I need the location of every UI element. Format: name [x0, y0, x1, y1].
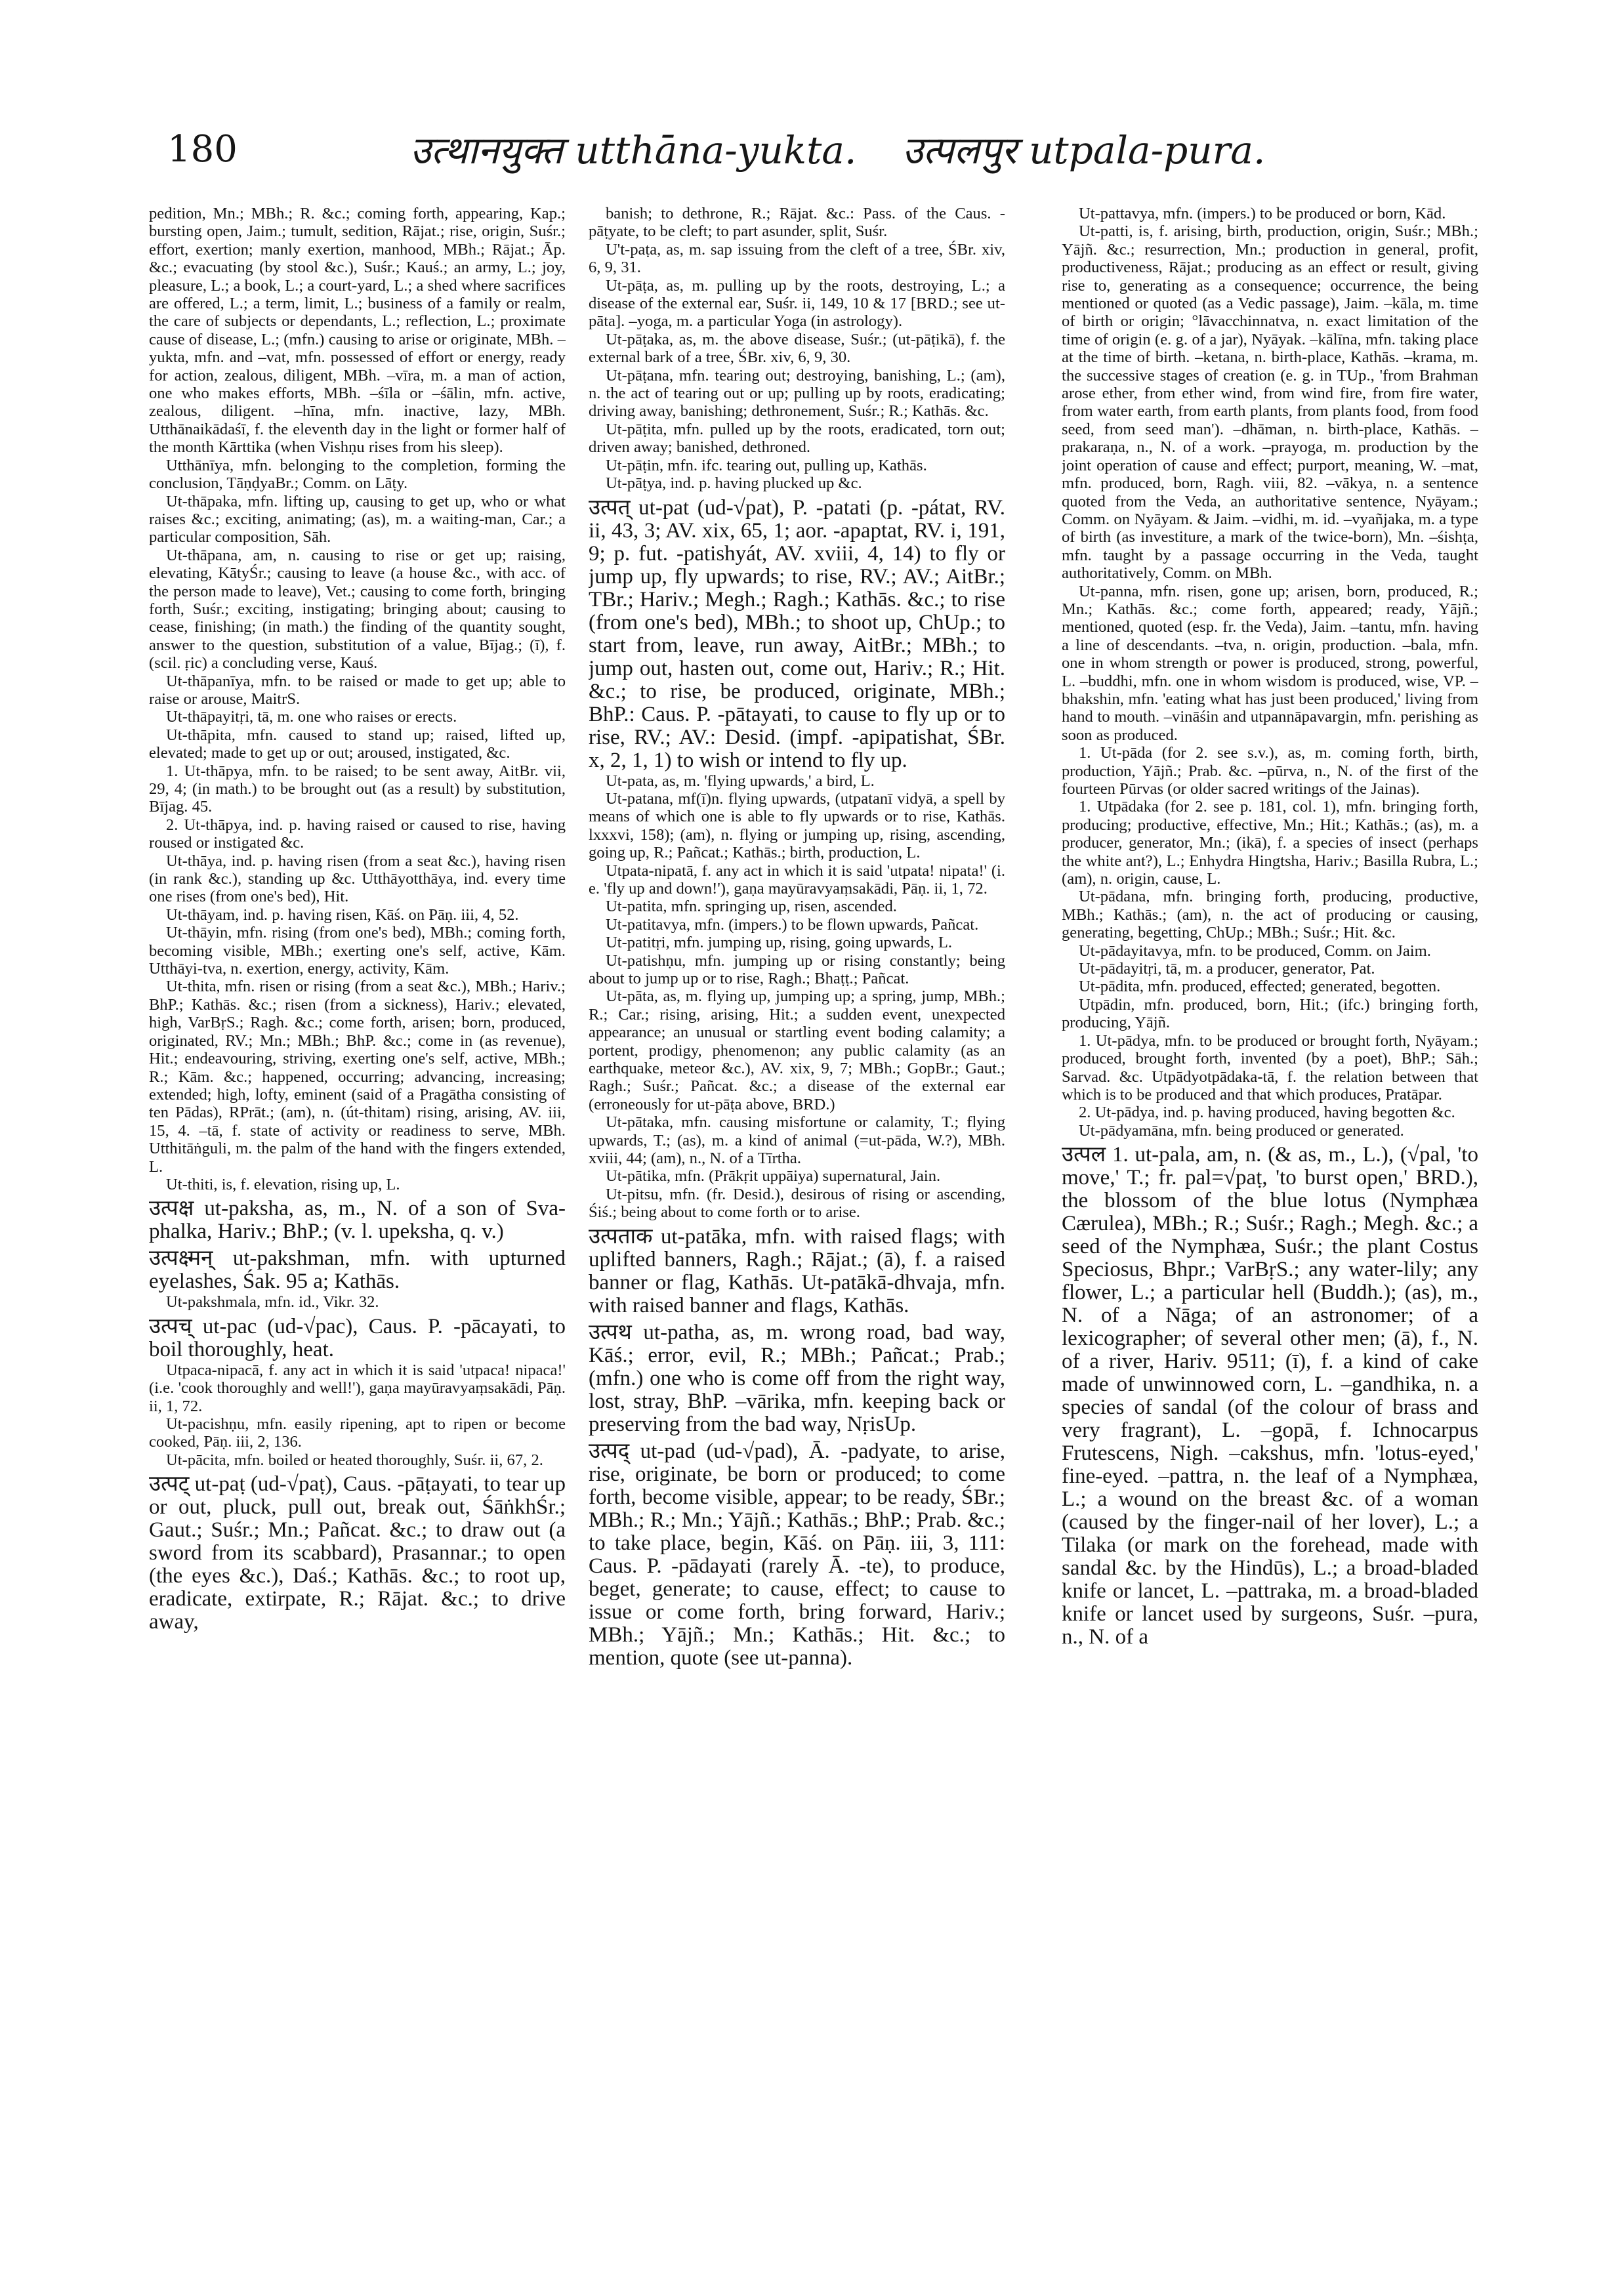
left-running-head: उत्थानयुक्त utthāna-yukta.: [410, 128, 857, 173]
dictionary-entry: Ut-pattavya, mfn. (impers.) to be produced or born, Kād.: [1079, 205, 1446, 222]
dictionary-entry: उत्पक्ष्मन् ut-pakshman, mfn. with upturned eyelashes, Śak. 95 a; Kathās.: [149, 1247, 566, 1294]
dictionary-entry: Ut-patana, mf(ī)n. flying upwards, (utpatanī vidyā, a spell by means of which one is able to fly upwards or to rise, Kathās. lxxxvi, 158); (am), n. flying or jumping up, rising, ascending, going up, R.; Pañcat.; Kathās.; birth, production, L.: [589, 789, 1005, 862]
dictionary-entry: Ut-pācita, mfn. boiled or heated thoroughly, Suśr. ii, 67, 2.: [166, 1451, 543, 1469]
dictionary-entry: Ut-pāṭaka, as, m. the above disease, Suśr.; (ut-pāṭikā), f. the external bark of a tree, ŚBr. xiv, 6, 9, 30.: [589, 330, 1005, 367]
dictionary-entry: उत्पताक ut-patāka, mfn. with raised flags; with uplifted banners, Ragh.; Rājat.; (ā), f. a raised banner or flag, Kathās. Ut-patākā-dhvaja, mfn. with raised banner and flags, Kathās.: [589, 1224, 1005, 1317]
dictionary-entry: Ut-thāpana, am, n. causing to rise or get up; raising, elevating, KātyŚr.; causing to leave (a house &c., with acc. of the person made to leave), Vet.; causing to come forth, bringing forth, Suśr.; exciting, instigating; bringing about; causing to cease, finishing; (in math.) the finding of the quantity sought, answer to the question, substitution of a value, Bījag.; (ī), f. (scil. ṛic) a concluding verse, Kauś.: [149, 546, 566, 672]
dictionary-entry: pedition, Mn.; MBh.; R. &c.; coming forth, appearing, Kap.; bursting open, Jaim.; tumult, sedition, Rājat.; rise, origin, Suśr.; effort, exertion; manly exertion, manhood, MBh.; Rājat.; Āp. &c.; evacuating (by stool &c.), Suśr.; Kauś.; an army, L.; joy, pleasure, L.; a book, L.; a court-yard, L.; a shed where sacrifices are offered, L.; a term, limit, L.; business of a family or realm, the care of subjects or dependants, L.; reflection, L.; proximate cause of disease, L.; (mfn.) causing to arise or originate, MBh. –yukta, mfn. and –vat, mfn. possessed of effort or energy, ready for action, zealous, diligent, MBh. –vīra, m. a man of action, one who makes efforts, MBh. –śīla or –śālin, mfn. active, zealous, diligent. –hīna, mfn. inactive, lazy, MBh. Utthānaikādaśī, f. the eleventh day in the light or former half of the month Kārttika (when Vishṇu rises from his sleep).: [149, 205, 566, 457]
dictionary-entry: Ut-thāya, ind. p. having risen (from a seat &c.), having risen (in rank &c.), standing up &c. Utthāyotthāya, ind. every time one rises (from one's bed), Hit.: [149, 852, 566, 906]
dictionary-entry: उत्पत् ut-pat (ud-√pat), P. -patati (p. -pátat, RV. ii, 43, 3; AV. xix, 65, 1; aor. -apaptat, RV. i, 191, 9; p. fut. -patishyát, AV. xviii, 4, 14) to fly or jump up, fly upwards; to rise, RV.; AV.; AitBr.; TBr.; Hariv.; Megh.; Ragh.; Kathās. &c.; to rise (from one's bed), MBh.; to shoot up, ChUp.; to start from, leave, run away, AitBr.; MBh.; to jump out, hasten out, come out, Hariv.; R.; Hit. &c.; to rise, be produced, originate, MBh.; BhP.: Caus. P. -pātayati, to cause to fly up or to rise, RV.; AV.: Desid. (impf. -apipatishat, ŚBr. x, 2, 1, 1) to wish or intend to fly up.: [589, 495, 1005, 772]
dictionary-entry: 2. Ut-pādya, ind. p. having produced, having begotten &c.: [1079, 1104, 1455, 1122]
dictionary-entry: Ut-patitavya, mfn. (impers.) to be flown upwards, Pañcat.: [606, 915, 979, 934]
dictionary-entry: U't-paṭa, as, m. sap issuing from the cleft of a tree, ŚBr. xiv, 6, 9, 31.: [589, 240, 1005, 277]
dictionary-entry: Ut-thiti, is, f. elevation, rising up, L.: [166, 1175, 400, 1193]
dictionary-entry: उत्पट् ut-paṭ (ud-√paṭ), Caus. -pāṭayati, to tear up or out, pluck, pull out, break out, ŚāṅkhŚr.; Gaut.; Suśr.; Mn.; Pañcat. &c.; to draw out (a sword from its scabbard), Prasannar.; to open (the eyes &c.), Daś.; Kathās. &c.; to root up, eradicate, extirpate, R.; Rājat. &c.; to drive away,: [149, 1472, 566, 1634]
dictionary-entry: Ut-pādana, mfn. bringing forth, producing, productive, MBh.; Kathās.; (am), n. the act of producing or causing, generating, begetting, ChUp.; MBh.; Suśr.; Hit. &c.: [1062, 888, 1478, 942]
dictionary-entry: Ut-pitsu, mfn. (fr. Desid.), desirous of rising or ascending, Śiś.; being about to come forth or to arise.: [589, 1185, 1005, 1222]
dictionary-entry: Ut-thāyam, ind. p. having risen, Kāś. on Pāṇ. iii, 4, 52.: [166, 905, 519, 924]
dictionary-entry: Ut-patti, is, f. arising, birth, production, origin, Suśr.; MBh.; Yājñ. &c.; resurrection, Mn.; production in general, profit, productiveness, Rājat.; producing as an effect or result, giving rise to, generating as a consequence; occurrence, the being mentioned or quoted (as a Vedic passage), Jaim. –kāla, m. time of birth or origin; °lāvacchinnatva, n. exact limitation of the time of origin (e. g. of a jar), Nyāyak. –kālīna, mfn. taking place at the time of birth. –ketana, n. birth-place, Kathās. –krama, m. the successive stages of creation (e. g. in TUp., 'from Brahman arose ether, from ether wind, from wind fire, from fire water, from water earth, from earth plants, from plants food, from food seed, from seed man'). –dhāman, n. birth-place, Kathās. –prakaraṇa, n., N. of a work. –prayoga, m. production by the joint operation of cause and effect; purport, meaning, W. –mat, mfn. produced, born, Ragh. viii, 82. –vākya, n. a sentence quoted from the Veda, an authoritative sentence, Nyāyam.; Comm. on Nyāyam. & Jaim. –vidhi, m. id. –vyañjaka, m. a type of birth (as investiture, a mark of the twice-born), Mn. –śishṭa, mfn. taught by a passage occurring in the Veda, taught authoritatively, Comm. on MBh.: [1062, 222, 1478, 583]
dictionary-entry: Ut-pāṭin, mfn. ifc. tearing out, pulling up, Kathās.: [606, 456, 927, 474]
dictionary-entry: Ut-patitṛi, mfn. jumping up, rising, going upwards, L.: [606, 934, 953, 952]
running-header: [167, 128, 1457, 190]
dictionary-entry: Ut-thāyin, mfn. rising (from one's bed), MBh.; coming forth, becoming visible, MBh.; exerting one's self, active, Kām. Utthāyi-tva, n. exertion, energy, activity, Kām.: [149, 924, 566, 978]
dictionary-entry: Ut-pāta, as, m. flying up, jumping up; a spring, jump, MBh.; R.; Car.; rising, arising, Hit.; a sudden event, unexpected appearance; an unusual or startling event boding calamity; a portent, prodigy, phenomenon; any public calamity (as an earthquake, meteor &c.), AV. xix, 9, 7; MBh.; GopBr.; Gaut.; Ragh.; Suśr.; Pañcat. &c.; a disease of the external ear (erroneously for ut-pāṭa above, BRD.): [589, 987, 1005, 1113]
dictionary-entry: Ut-pacishṇu, mfn. easily ripening, apt to ripen or become cooked, Pāṇ. iii, 2, 136.: [149, 1415, 566, 1451]
column-1: [149, 205, 566, 2206]
dictionary-entry: उत्पक्ष ut-paksha, as, m., N. of a son of Sva-phalka, Hariv.; BhP.; (v. l. upeksha, q. v.): [149, 1197, 566, 1244]
dictionary-entry: Ut-pakshmala, mfn. id., Vikr. 32.: [166, 1293, 379, 1312]
dictionary-entry: Ut-thāpaka, mfn. lifting up, causing to get up, who or what raises &c.; exciting, animating; (as), m. a waiting-man, Car.; a particular composition, Sāh.: [149, 492, 566, 547]
dictionary-entry: उत्पल 1. ut-pala, am, n. (& as, m., L.), (√pal, 'to move,' T.; fr. pal=√paṭ, 'to burst open,' BRD.), the blossom of the blue lotus (Nymphæa Cærulea), MBh.; R.; Suśr.; Ragh.; Megh. &c.; a seed of the Nymphæa, Suśr.; the plant Costus Speciosus, Bhpr.; VarBṛS.; any water-lily; any flower, L.; a particular hell (Buddh.); (as), m., N. of a Nāga; of an astronomer; of a lexicographer; of several other men; (ā), f., N. of a river, Hariv. 9511; (ī), f. a kind of cake made of unwinnowed corn, L. –gandhika, n. a species of sandal (of the colour of brass and very fragrant), L. –gopā, f. Ichnocarpus Frutescens, Nigh. –cakshus, mfn. 'lotus-eyed,' fine-eyed. –pattra, n. the leaf of a Nymphæa, L.; a wound on the breast &c. of a woman (caused by the finger-nail of her lover), L.; a Tilaka (or mark on the forehead, made with sandal &c. by the Hindūs), L.; a broad-bladed knife or lancet, L. –pattraka, m. a broad-bladed knife or lancet used by surgeons, Suśr. –pura, n., N. of a: [1062, 1143, 1478, 1649]
page-number: 180: [167, 128, 238, 171]
dictionary-entry: 1. Ut-pādya, mfn. to be produced or brought forth, Nyāyam.; produced, brought forth, invented (by a poet), BhP.; Sāh.; Sarvad. &c. Utpādyotpādaka-tā, f. the relation between that which is to be produced and that which produces, Pratāpar.: [1062, 1031, 1478, 1104]
dictionary-entry: Ut-pādayitavya, mfn. to be produced, Comm. on Jaim.: [1079, 941, 1431, 960]
dictionary-entry: Ut-thāpanīya, mfn. to be raised or made to get up; able to raise or arouse, MaitrS.: [149, 672, 566, 708]
dictionary-entry: Ut-pata, as, m. 'flying upwards,' a bird, L.: [606, 772, 875, 790]
dictionary-entry: Ut-panna, mfn. risen, gone up; arisen, born, produced, R.; Mn.; Kathās. &c.; come forth, appeared; ready, Yājñ.; mentioned, quoted (esp. fr. the Veda), Jaim. –tantu, mfn. having a line of descendants. –tva, n. origin, production. –bala, mfn. one in whom strength or power is produced, strong, powerful, L. –buddhi, mfn. one in whom wisdom is produced, wise, VP. –bhakshin, mfn. 'eating what has just been produced,' living from hand to mouth. –vināśin and utpannāpavargin, mfn. perishing as soon as produced.: [1062, 582, 1478, 744]
dictionary-entry: Ut-pātika, mfn. (Prākṛit uppāiya) supernatural, Jain.: [606, 1167, 941, 1186]
dictionary-entry: Ut-pātaka, mfn. causing misfortune or calamity, T.; flying upwards, T.; (as), m. a kind of animal (=ut-pāda, W.?), MBh. xviii, 44; (am), n., N. of a Tīrtha.: [589, 1113, 1005, 1168]
column-3: [1062, 205, 1478, 2206]
dictionary-entry: उत्पद् ut-pad (ud-√pad), Ā. -padyate, to arise, rise, originate, be born or produced; to come forth, become visible, appear; to be ready, ŚBr.; MBh.; R.; Mn.; Yājñ.; Kathās.; BhP.; Prab. &c.; to take place, begin, Kāś. on Pāṇ. iii, 3, 111: Caus. P. -pādayati (rarely Ā. -te), to produce, beget, generate; to cause, effect; to cause to issue or come forth, bring forward, Hariv.; MBh.; Yājñ.; Mn.; Kathās.; Hit. &c.; to mention, quote (see ut-panna).: [589, 1439, 1005, 1670]
dictionary-entry: 1. Ut-pāda (for 2. see s.v.), as, m. coming forth, birth, production, Yājñ.; Prab. &c. –pūrva, n., N. of the first of the fourteen Pūrvas (or older sacred writings of the Jainas).: [1062, 744, 1478, 798]
dictionary-entry: 1. Ut-thāpya, mfn. to be raised; to be sent away, AitBr. vii, 29, 4; (in math.) to be brought out (as a result) by substitution, Bījag. 45.: [149, 762, 566, 816]
dictionary-entry: Ut-thāpita, mfn. caused to stand up; raised, lifted up, elevated; made to get up or out; aroused, instigated, &c.: [149, 726, 566, 762]
dictionary-entry: Ut-pādayitṛi, tā, m. a producer, generator, Pat.: [1079, 960, 1375, 978]
dictionary-entry: Ut-patita, mfn. springing up, risen, ascended.: [606, 898, 897, 916]
dictionary-entry: उत्पच् ut-pac (ud-√pac), Caus. P. -pācayati, to boil thoroughly, heat.: [149, 1314, 566, 1361]
dictionary-entry: banish; to dethrone, R.; Rājat. &c.: Pass. of the Caus. -pāṭyate, to be cleft; to part asunder, split, Suśr.: [589, 205, 1005, 241]
dictionary-entry: 1. Utpādaka (for 2. see p. 181, col. 1), mfn. bringing forth, producing; productive, effective, Mn.; Hit.; Kathās.; (as), m. a producer, generator, Mn.; (ikā), f. a species of insect (perhaps the white ant?), L.; Enhydra Hingtsha, Hariv.; Basilla Rubra, L.; (am), n. origin, cause, L.: [1062, 798, 1478, 888]
dictionary-entry: Ut-pāṭa, as, m. pulling up by the roots, destroying, L.; a disease of the external ear, Suśr. ii, 149, 10 & 17 [BRD.; see ut-pāta]. –yoga, m. a particular Yoga (in astrology).: [589, 276, 1005, 331]
dictionary-entry: Ut-thāpayitṛi, tā, m. one who raises or erects.: [166, 708, 457, 726]
dictionary-entry: Ut-pāṭana, mfn. tearing out; destroying, banishing, L.; (am), n. the act of tearing out or up; pulling up by roots, eradicating; driving away, banishing; dethronement, Suśr.; R.; Kathās. &c.: [589, 366, 1005, 421]
dictionary-entry: उत्पथ ut-patha, as, m. wrong road, bad way, Kāś.; error, evil, R.; MBh.; Pañcat.; Prab.; (mfn.) one who is come off from the right way, lost, stray, BhP. –vārika, mfn. keeping back or preserving from the bad way, NṛisUp.: [589, 1320, 1005, 1436]
dictionary-entry: 2. Ut-thāpya, ind. p. having raised or caused to rise, having roused or instigated &c.: [149, 816, 566, 852]
dictionary-entry: Ut-patishṇu, mfn. jumping up or rising constantly; being about to jump up or to rise, Ragh.; Bhaṭṭ.; Pañcat.: [589, 951, 1005, 987]
dictionary-entry: Ut-pādyamāna, mfn. being produced or generated.: [1079, 1121, 1404, 1140]
dictionary-entry: Ut-pāṭita, mfn. pulled up by the roots, eradicated, torn out; driven away; banished, dethroned.: [589, 420, 1005, 457]
right-running-head: उत्पलपुर utpala-pura.: [902, 128, 1266, 173]
dictionary-entry: Ut-thita, mfn. risen or rising (from a seat &c.), MBh.; Hariv.; BhP.; Kathās. &c.; risen (from a sickness), Hariv.; elevated, high, VarBṛS.; Ragh. &c.; come forth, arisen; born, produced, originated, RV.; Mn.; MBh.; BhP. &c.; come in (as revenue), Hit.; endeavouring, striving, exerting one's self, active, MBh.; R.; Kām. &c.; happened, occurring; advancing, increasing; extended; high, lofty, eminent (said of a Pragātha consisting of ten Pādas), RPrāt.; (am), n. (út-thitam) rising, arising, AV. iii, 15, 4. –tā, f. state of activity or readiness to serve, MBh. Utthitāṅguli, m. the palm of the hand with the fingers extended, L.: [149, 978, 566, 1176]
dictionary-entry: Ut-pāṭya, ind. p. having plucked up &c.: [606, 474, 862, 493]
dictionary-entry: Utthānīya, mfn. belonging to the completion, forming the conclusion, TāṇḍyaBr.; Comm. on Lāṭy.: [149, 456, 566, 493]
dictionary-entry: Utpaca-nipacā, f. any act in which it is said 'utpaca! nipaca!' (i.e. 'cook thoroughly and well!'), gaṇa mayūravyaṃsakādi, Pāṇ. ii, 1, 72.: [149, 1361, 566, 1415]
dictionary-entry: Ut-pādita, mfn. produced, effected; generated, begotten.: [1079, 978, 1441, 996]
column-2: [589, 205, 1005, 2206]
dictionary-entry: Utpādin, mfn. produced, born, Hit.; (ifc.) bringing forth, producing, Yājñ.: [1062, 995, 1478, 1032]
dictionary-entry: Utpata-nipatā, f. any act in which it is said 'utpata! nipata!' (i. e. 'fly up and down!'), gaṇa mayūravyaṃsakādi, Pāṇ. ii, 1, 72.: [589, 861, 1005, 898]
